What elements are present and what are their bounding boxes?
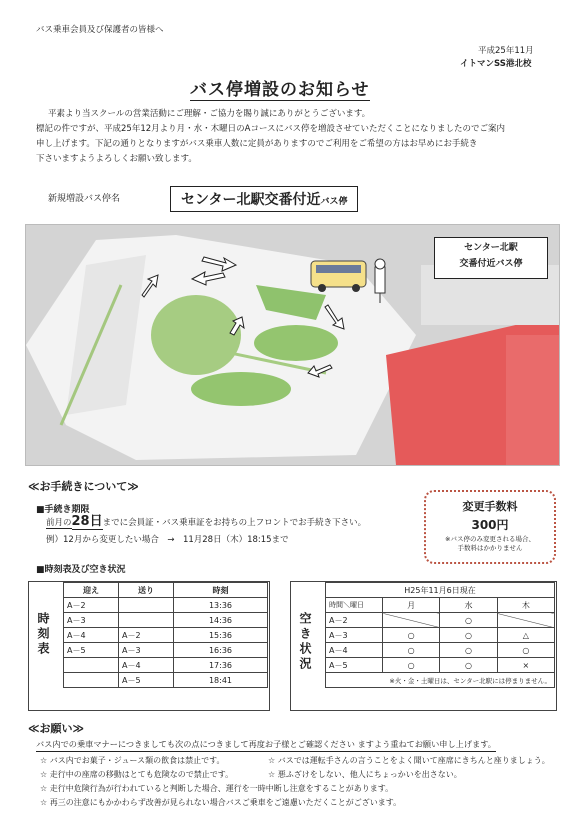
request-item-2: ☆ 走行中の座席の移動はとても危険なので禁止です。	[40, 770, 234, 779]
cell: A－5	[326, 658, 383, 673]
cell: A－4	[119, 658, 174, 673]
cell: △	[497, 628, 554, 643]
cell-slash	[383, 613, 440, 628]
availability-header-row	[326, 598, 555, 613]
cell: ○	[440, 658, 497, 673]
request-item-6: ☆ 悪ふざけをしない、他人にちょっかいを出さない。	[268, 770, 462, 779]
callout-line-1: センター北駅	[464, 243, 518, 253]
th-dropoff: 送り	[119, 583, 174, 598]
cell: ○	[440, 613, 497, 628]
map-callout	[434, 237, 548, 279]
timetable-frame	[28, 581, 270, 711]
as-of-row	[326, 583, 555, 598]
day-mon: 月	[383, 598, 440, 613]
table-row	[326, 613, 555, 628]
deadline-post: までに会員証・バス乗車証をお持ちの上フロントでお手続き下さい。	[102, 518, 367, 528]
th-pickup: 迎え	[64, 583, 119, 598]
availability-frame	[290, 581, 557, 711]
availability-side-label: 空き状況	[298, 612, 312, 672]
cell: A－2	[64, 598, 119, 613]
cell: ○	[440, 643, 497, 658]
intro-line-2: 標記の件ですが、平成25年12月より月・水・木曜日のAコースにバス停を増設させていただくことになりましたのでご案内	[36, 124, 506, 134]
cell: ○	[383, 643, 440, 658]
cell: A－2	[119, 628, 174, 643]
procedure-heading: ≪お手続きについて≫	[28, 480, 139, 493]
deadline-example: 例）12月から変更したい場合 → 11月28日（木）18:15まで	[46, 535, 289, 545]
deadline-day: 28日	[71, 514, 103, 529]
table-row	[326, 643, 555, 658]
new-stop-name-box	[170, 186, 358, 212]
fee-title: 変更手数料	[462, 500, 518, 513]
bus-icon	[311, 261, 366, 292]
table-row	[64, 613, 268, 628]
bus-stop-map	[25, 224, 560, 466]
requests-lead: バス内での乗車マナーにつきましても次の点につきまして再度お子様とご確認ください ますよう重ねてお願い申し上げます。	[36, 738, 496, 752]
cell: 17:36	[174, 658, 268, 673]
cell: ○	[383, 628, 440, 643]
callout-line-2: 交番付近バス停	[459, 259, 523, 269]
fee-box	[424, 490, 556, 564]
cell: 18:41	[174, 673, 268, 688]
cell	[64, 673, 119, 688]
timetable-side-label: 時刻表	[36, 612, 50, 657]
cell: ×	[497, 658, 554, 673]
timetable-section-title: ■時刻表及び空き状況	[36, 565, 126, 575]
intro-line-4: 下さいますようよろしくお願い致します。	[36, 154, 197, 164]
cell: A－4	[326, 643, 383, 658]
fee-amount: 300円	[471, 518, 509, 532]
deadline-text	[46, 516, 366, 529]
fee-note-1: ※バス停のみ変更される場合、	[445, 535, 535, 543]
deadline-title: ■手続き期限	[36, 505, 90, 515]
cell: 15:36	[174, 628, 268, 643]
cell: ○	[440, 628, 497, 643]
table-row	[64, 643, 268, 658]
cell	[119, 613, 174, 628]
cell: A－5	[64, 643, 119, 658]
cell	[119, 598, 174, 613]
cell-slash	[497, 613, 554, 628]
new-stop-label: 新規増設バス停名	[48, 194, 121, 204]
cell: A－3	[64, 613, 119, 628]
day-thu: 木	[497, 598, 554, 613]
new-stop-suffix: バス停	[320, 197, 348, 207]
table-row	[64, 658, 268, 673]
note-row	[326, 673, 555, 688]
table-row	[64, 628, 268, 643]
day-wed: 水	[440, 598, 497, 613]
cell: A－5	[119, 673, 174, 688]
cell: 13:36	[174, 598, 268, 613]
request-item-3: ☆ 走行中危険行為が行われていると判断した場合、運行を一時中断し注意をすることがあります。	[40, 784, 394, 793]
page-title: バス停増設のお知らせ	[190, 75, 370, 101]
as-of-date: H25年11月6日現在	[326, 583, 555, 598]
corner-label: 時間＼曜日	[326, 598, 383, 613]
issue-date: 平成25年11月	[478, 46, 534, 56]
intro-line-3: 申し上げます。下記の通りとなりますがバス乗車人数に定員がありますのでご利用をご希望の方はお早めにお手続き	[36, 139, 478, 149]
cell: A－3	[119, 643, 174, 658]
fee-note-2: 手数料はかかりません	[457, 544, 523, 552]
sender: イトマンSS港北校	[460, 59, 532, 69]
table-row	[64, 598, 268, 613]
timetable-header-row	[64, 583, 268, 598]
timetable-table	[63, 582, 268, 688]
cell: ○	[383, 658, 440, 673]
cell: 16:36	[174, 643, 268, 658]
availability-table	[325, 582, 555, 688]
request-item-4: ☆ 再三の注意にもかかわらず改善が見られない場合バスご乗車をご遠慮いただくことがございます。	[40, 798, 402, 807]
new-stop-name: センター北駅交番付近	[181, 192, 321, 208]
cell	[64, 658, 119, 673]
addressee: バス乗車会員及び保護者の皆様へ	[36, 25, 164, 35]
requests-heading: ≪お願い≫	[28, 722, 85, 735]
request-item-1: ☆ バス内でお菓子・ジュース類の飲食は禁止です。	[40, 756, 225, 765]
cell: A－3	[326, 628, 383, 643]
table-row	[326, 658, 555, 673]
cell: A－2	[326, 613, 383, 628]
table-row	[64, 673, 268, 688]
table-row	[326, 628, 555, 643]
intro-line-1: 平素より当スクールの営業活動にご理解・ご協力を賜り誠にありがとうございます。	[48, 109, 371, 119]
cell: A－4	[64, 628, 119, 643]
request-item-5: ☆ バスでは運転手さんの言うことをよく聞いて座席にきちんと座りましょう。	[268, 756, 550, 765]
th-time: 時刻	[174, 583, 268, 598]
deadline-pre: 前月の	[46, 518, 72, 528]
cell: 14:36	[174, 613, 268, 628]
availability-note: ※火・金・土曜日は、センター北駅には停まりません。	[326, 673, 555, 688]
cell: ○	[497, 643, 554, 658]
